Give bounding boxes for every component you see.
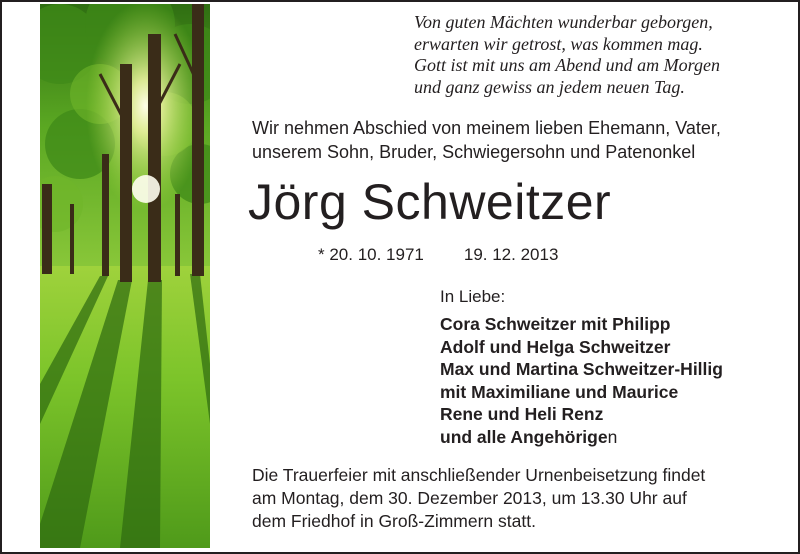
poem-line: Gott ist mit uns am Abend und am Morgen: [414, 55, 720, 75]
birth-date: * 20. 10. 1971: [318, 245, 424, 264]
intro-line: Wir nehmen Abschied von meinem lieben Ehemann, Vater,: [252, 118, 721, 138]
funeral-service-info: [252, 464, 792, 533]
mourner-last-bold: und alle Angehörige: [440, 426, 608, 447]
death-date: 19. 12. 2013: [463, 245, 559, 264]
mourner-line: mit Maximiliane und Maurice: [440, 381, 679, 402]
mourner-line: Max und Martina Schweitzer-Hillig: [440, 359, 723, 380]
life-dates: [318, 244, 558, 266]
service-line: Die Trauerfeier mit anschließender Urnenbeisetzung findet: [252, 465, 706, 485]
intro-line: unserem Sohn, Bruder, Schwiegersohn und Patenonkel: [252, 142, 696, 162]
service-line: dem Friedhof in Groß-Zimmern statt.: [252, 511, 536, 531]
mourners-label: In Liebe:: [440, 287, 506, 306]
forest-photo: [40, 4, 210, 548]
mourner-line: Rene und Heli Renz: [440, 404, 604, 425]
poem: [414, 12, 784, 98]
service-line: am Montag, dem 30. Dezember 2013, um 13.30 Uhr auf: [252, 488, 687, 508]
deceased-name: Jörg Schweitzer: [248, 174, 612, 230]
poem-line: erwarten wir getrost, was kommen mag.: [414, 33, 703, 54]
mourners-list: [440, 313, 723, 449]
poem-line: Von guten Mächten wunderbar geborgen,: [414, 12, 713, 32]
mourner-line: Adolf und Helga Schweitzer: [440, 336, 671, 357]
mourner-last-tail: n: [607, 426, 618, 447]
poem-line: und ganz gewiss an jedem neuen Tag.: [414, 76, 685, 97]
mourner-line-last: [440, 426, 723, 449]
mourner-line: Cora Schweitzer mit Philipp: [440, 314, 671, 334]
farewell-intro: [252, 116, 792, 164]
